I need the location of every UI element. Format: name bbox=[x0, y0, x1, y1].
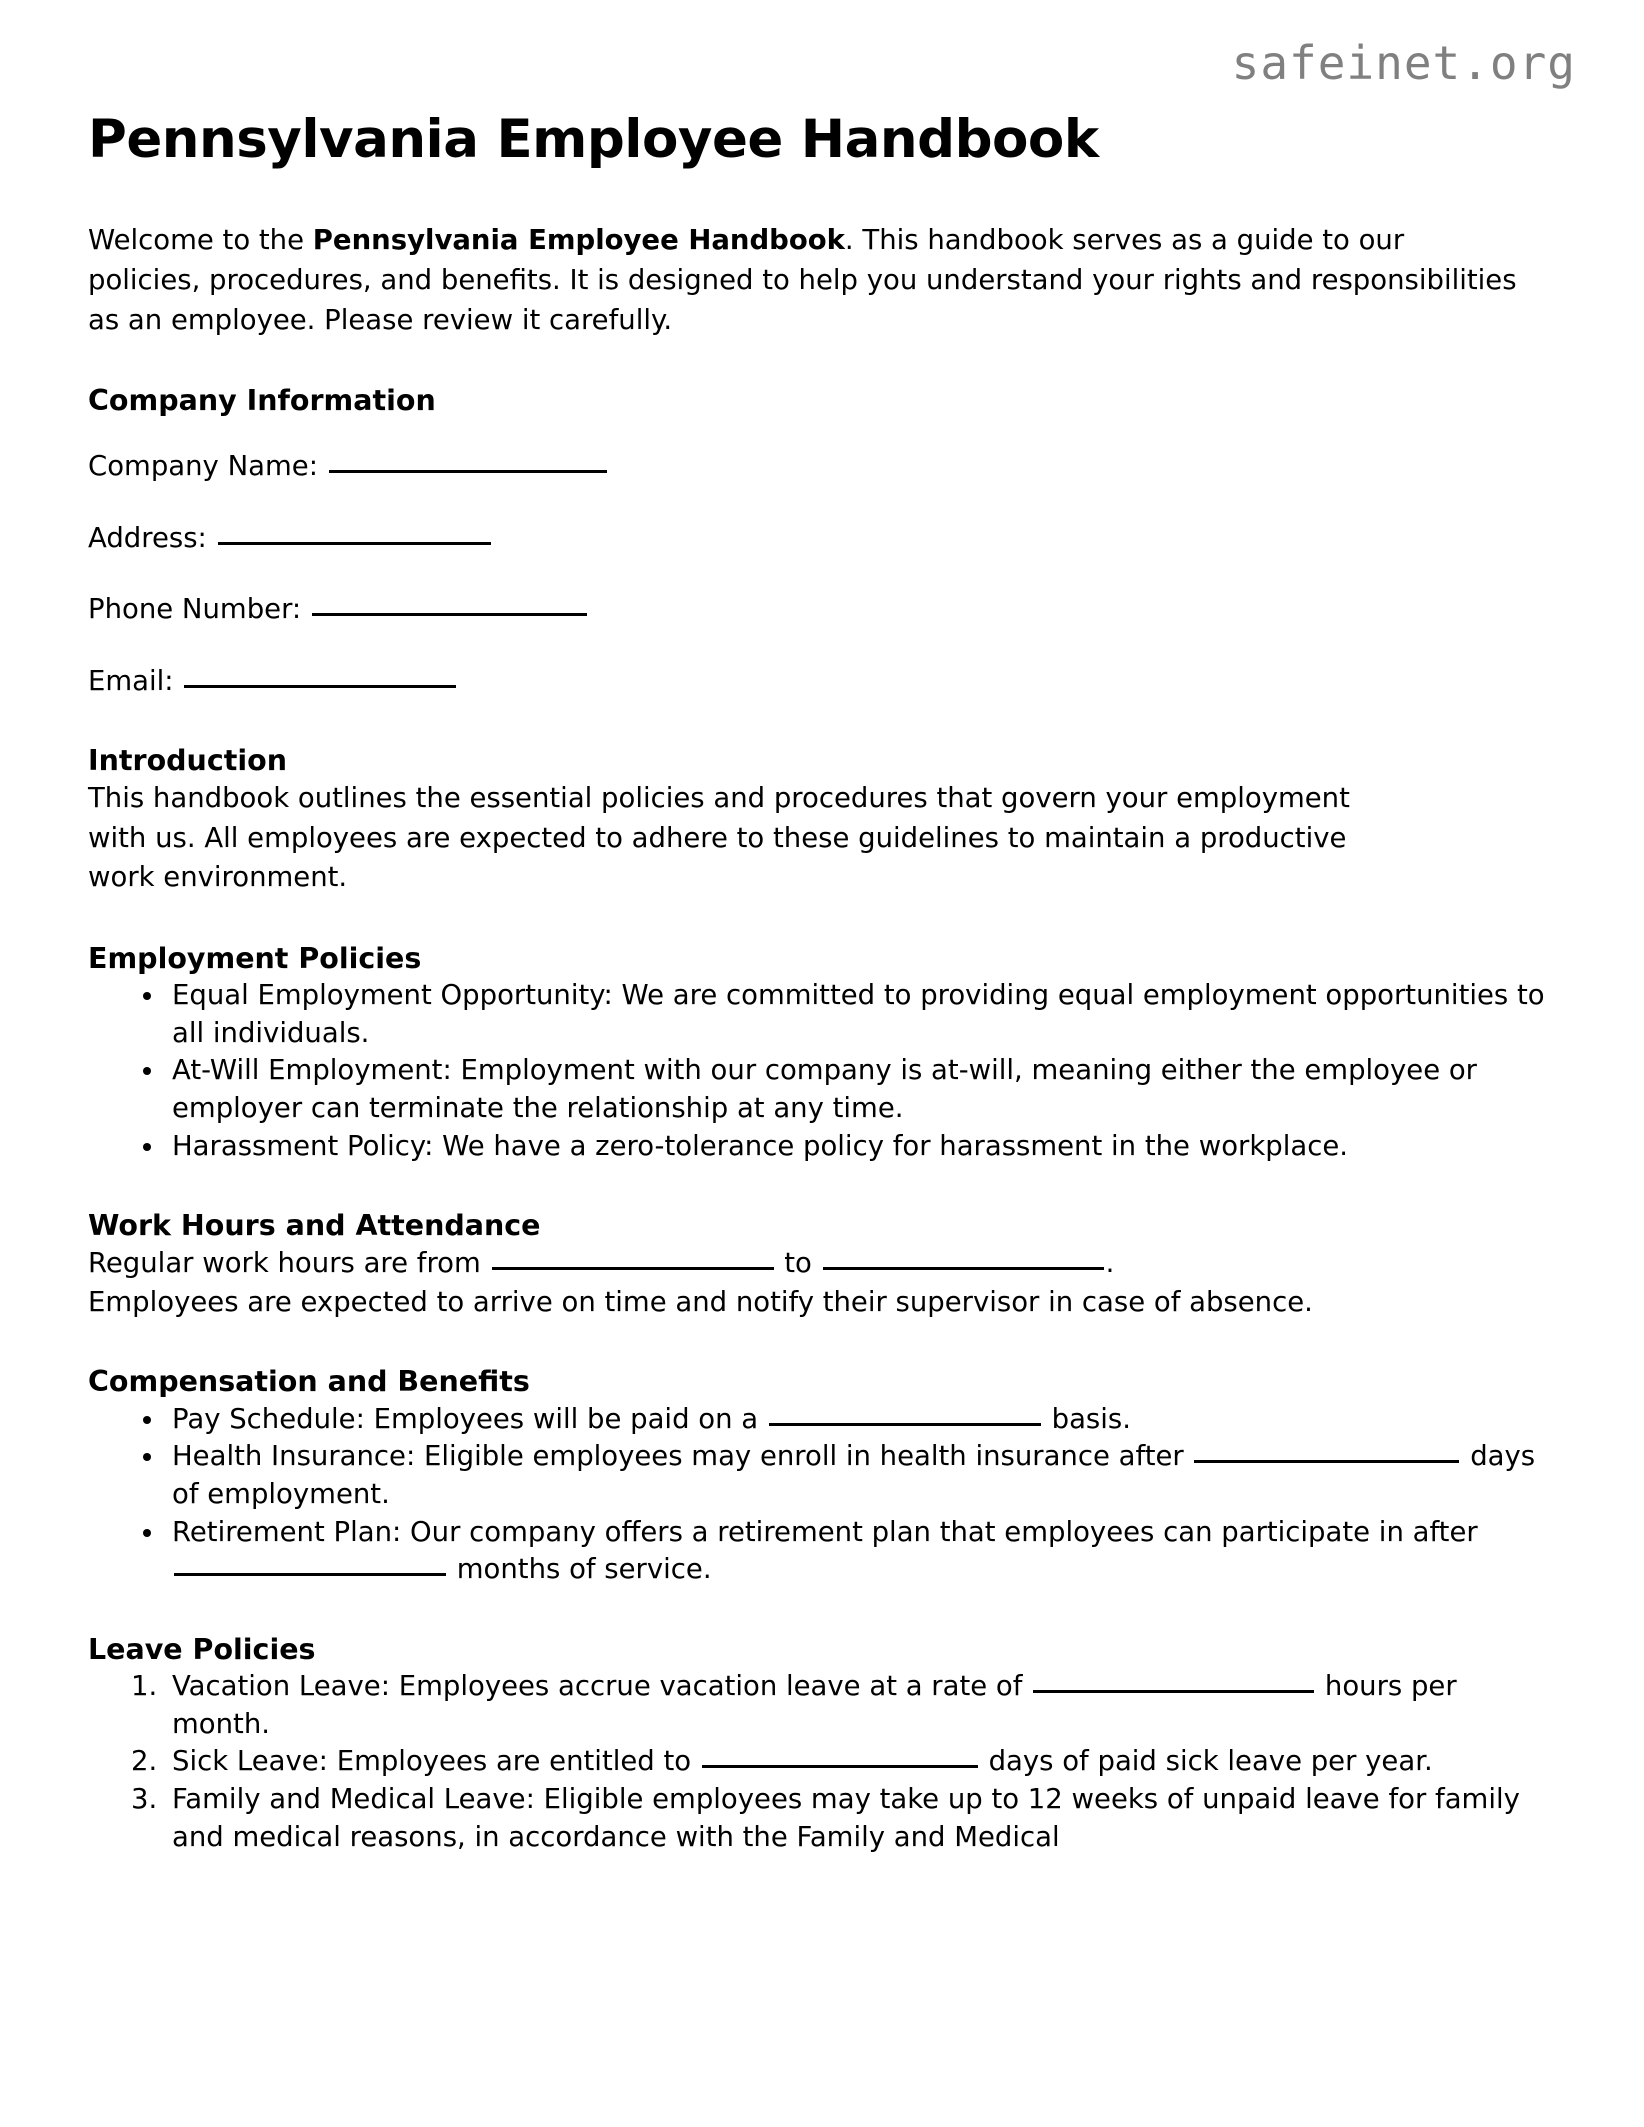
blank-email[interactable] bbox=[184, 665, 456, 688]
compensation-list bbox=[88, 1401, 1556, 1589]
leave-policies-section bbox=[88, 1631, 1556, 1856]
page-title: Pennsylvania Employee Handbook bbox=[88, 109, 1099, 170]
vacation-leave-text-b: hours per month. bbox=[172, 1669, 1457, 1740]
label-phone-number: Phone Number: bbox=[88, 593, 302, 626]
health-insurance-text-a: Health Insurance: Eligible employees may enroll in health insurance after bbox=[172, 1440, 1193, 1473]
list-item bbox=[166, 1668, 1556, 1743]
list-item: 3. Family and Medical Leave: Eligible employees may take up to 12 weeks of unpaid leave for family and medical reasons, in accordance with the Family and Medical bbox=[166, 1781, 1556, 1856]
work-hours-text-c: . bbox=[1105, 1247, 1115, 1280]
intro-text-before: Welcome to the bbox=[88, 224, 313, 257]
heading-company-information: Company Information bbox=[88, 384, 436, 418]
list-item: • At-Will Employment: Employment with our company is at-will, meaning either the employee or employer can terminate the relationship at any time. bbox=[166, 1052, 1556, 1127]
leave-policies-list bbox=[88, 1668, 1556, 1856]
company-fields bbox=[88, 447, 1556, 700]
blank-pay-schedule[interactable] bbox=[769, 1403, 1041, 1426]
pay-schedule-text-b: basis. bbox=[1042, 1402, 1131, 1435]
sick-leave-text-a: Sick Leave: Employees are entitled to bbox=[172, 1745, 700, 1778]
blank-sick-days[interactable] bbox=[702, 1745, 978, 1768]
intro-paragraph-block bbox=[88, 221, 1556, 340]
employment-policies-section bbox=[88, 940, 1556, 1165]
vacation-leave-text-a: Vacation Leave: Employees accrue vacation leave at a rate of bbox=[172, 1669, 1032, 1702]
field-company-name bbox=[88, 447, 1556, 486]
label-company-name: Company Name: bbox=[88, 450, 318, 483]
document-content bbox=[88, 0, 1556, 1856]
heading-introduction: Introduction bbox=[88, 744, 287, 778]
heading-leave-policies: Leave Policies bbox=[88, 1632, 316, 1666]
work-hours-text-a: Regular work hours are from bbox=[88, 1247, 490, 1280]
pay-schedule-text-a: Pay Schedule: Employees will be paid on a bbox=[172, 1402, 767, 1435]
introduction-body: This handbook outlines the essential policies and procedures that govern your employment with us. All employees are expected to adhere to these guidelines to maintain a productive work environment. bbox=[88, 782, 1350, 894]
field-email bbox=[88, 662, 1556, 701]
introduction-section bbox=[88, 742, 1556, 898]
heading-compensation-benefits: Compensation and Benefits bbox=[88, 1365, 530, 1399]
sick-leave-text-b: days of paid sick leave per year. bbox=[979, 1745, 1433, 1778]
label-address: Address: bbox=[88, 521, 207, 554]
intro-text-after: . This handbook serves as a guide to our policies, procedures, and benefits. It is designed to help you understand your rights and responsibilities as an employee. Please review it carefully. bbox=[88, 224, 1517, 336]
retirement-text-a: Retirement Plan: Our company offers a retirement plan that employees can participate in after bbox=[172, 1515, 1478, 1548]
work-hours-attendance-note: Employees are expected to arrive on time and notify their supervisor in case of absence. bbox=[88, 1285, 1313, 1318]
blank-company-name[interactable] bbox=[329, 450, 607, 473]
blank-health-insurance-days[interactable] bbox=[1194, 1440, 1459, 1463]
label-email: Email: bbox=[88, 664, 174, 697]
blank-vacation-hours[interactable] bbox=[1033, 1670, 1314, 1693]
compensation-section bbox=[88, 1363, 1556, 1588]
work-hours-section bbox=[88, 1207, 1556, 1321]
list-item: • Equal Employment Opportunity: We are committed to providing equal employment opportunities to all individuals. bbox=[166, 977, 1556, 1052]
retirement-text-b: months of service. bbox=[448, 1553, 712, 1586]
field-address bbox=[88, 519, 1556, 558]
blank-work-hours-end[interactable] bbox=[823, 1247, 1104, 1270]
watermark-safeinet: safeinet.org bbox=[1231, 36, 1576, 90]
work-hours-body bbox=[88, 1244, 1556, 1321]
intro-paragraph bbox=[88, 221, 1523, 340]
intro-handbook-name: Pennsylvania Employee Handbook bbox=[312, 224, 845, 257]
blank-retirement-months[interactable] bbox=[174, 1553, 446, 1576]
company-information-section bbox=[88, 382, 1556, 700]
list-item: • Harassment Policy: We have a zero-tolerance policy for harassment in the workplace. bbox=[166, 1128, 1556, 1166]
list-item bbox=[166, 1401, 1556, 1439]
list-item bbox=[166, 1514, 1556, 1589]
list-item bbox=[166, 1438, 1556, 1513]
field-phone-number bbox=[88, 590, 1556, 629]
work-hours-text-b: to bbox=[775, 1247, 821, 1280]
list-item bbox=[166, 1743, 1556, 1781]
employment-policies-list bbox=[88, 977, 1556, 1165]
blank-work-hours-start[interactable] bbox=[492, 1247, 774, 1270]
health-insurance-text-b: days of employment. bbox=[172, 1440, 1536, 1510]
heading-work-hours: Work Hours and Attendance bbox=[88, 1209, 541, 1243]
blank-address[interactable] bbox=[218, 522, 491, 545]
heading-employment-policies: Employment Policies bbox=[88, 942, 422, 976]
blank-phone-number[interactable] bbox=[312, 593, 587, 616]
